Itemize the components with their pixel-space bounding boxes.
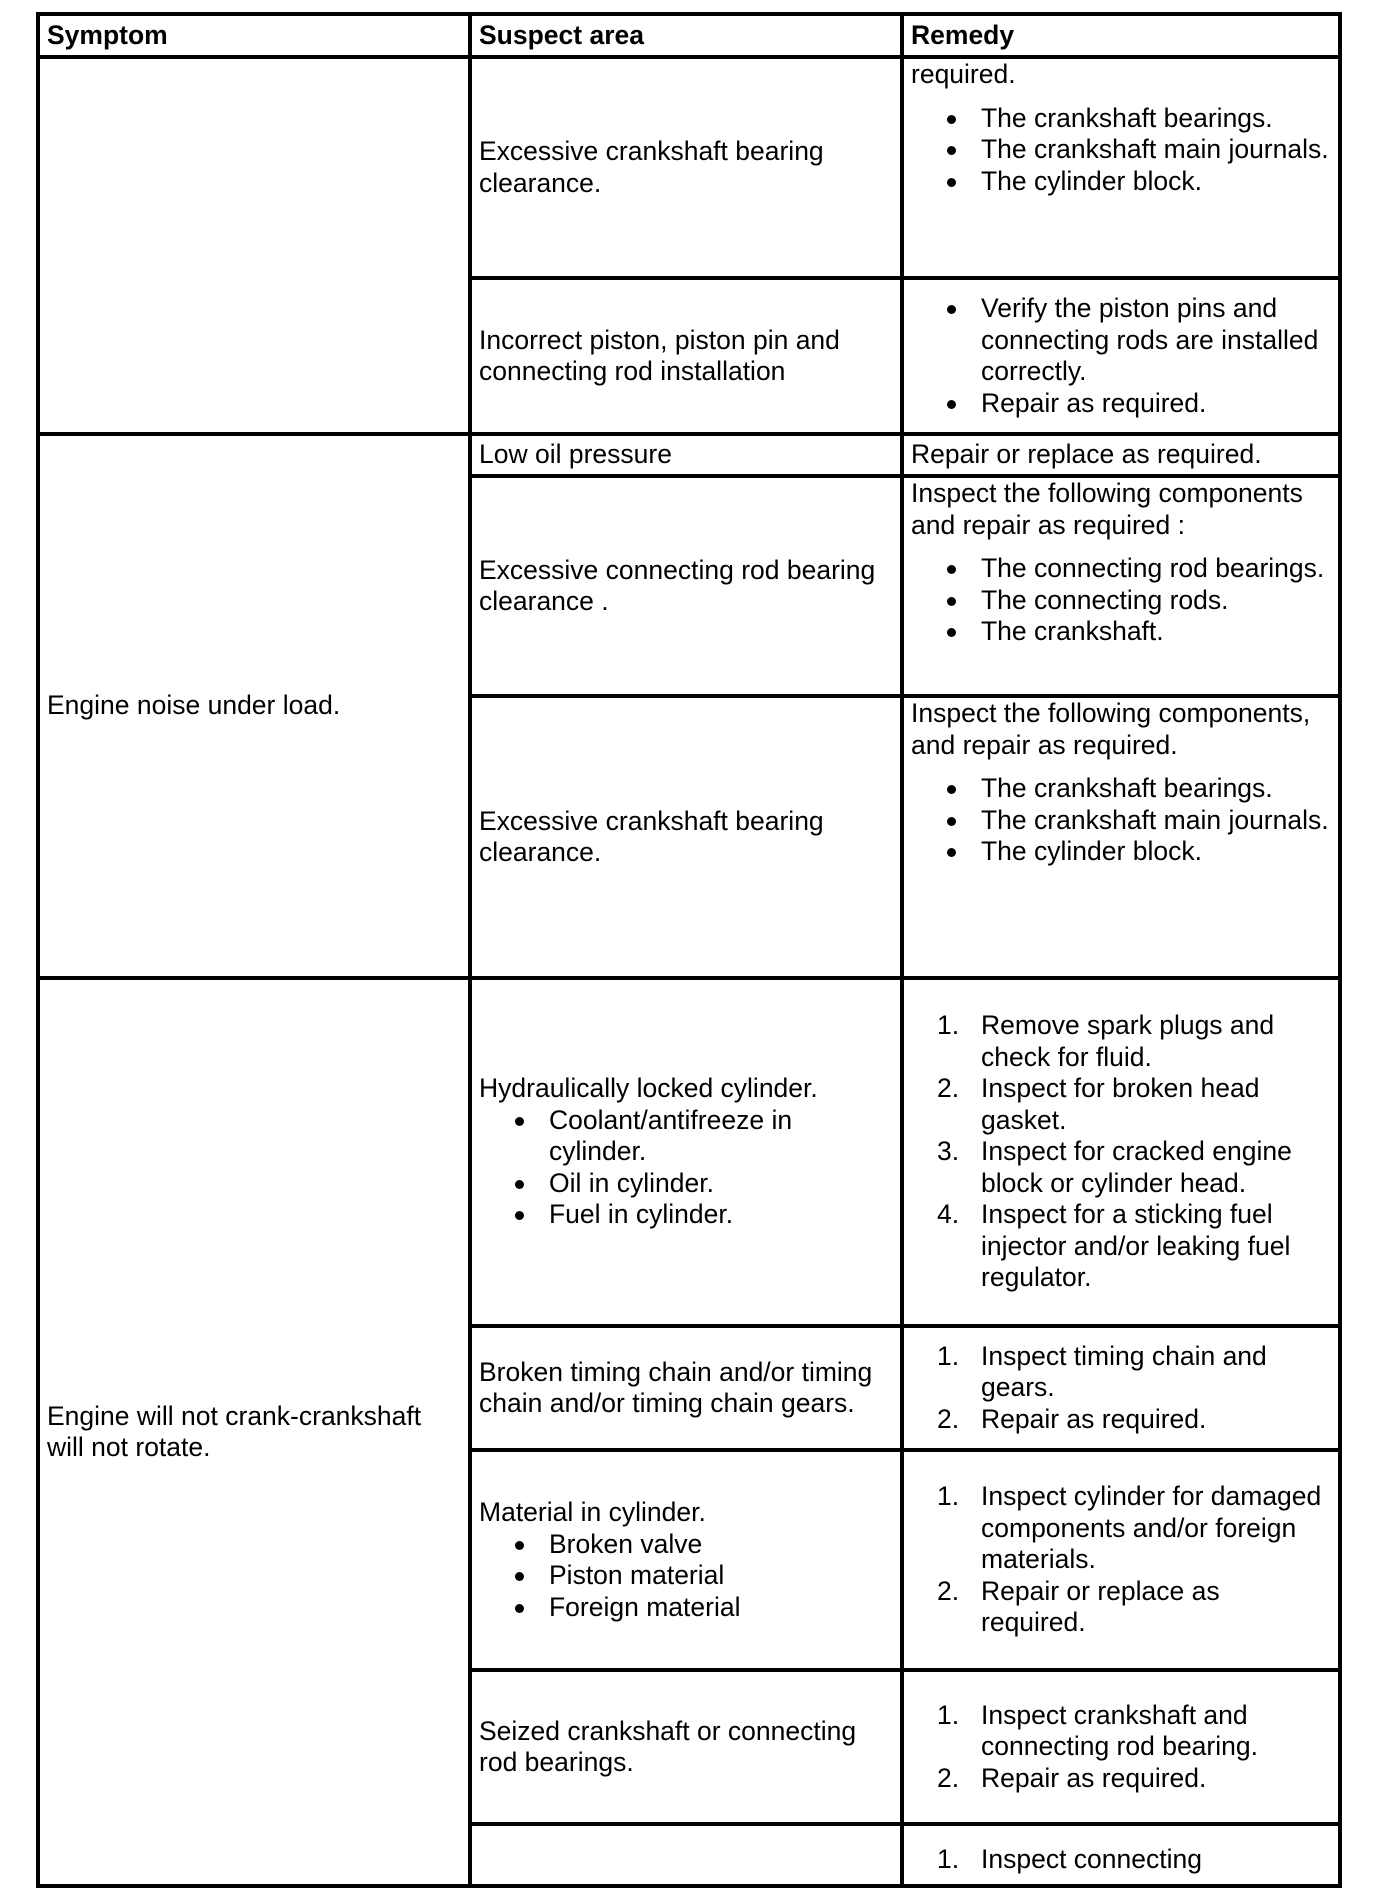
step-number: 3. (937, 1136, 960, 1167)
suspect-cell (470, 1824, 902, 1886)
list-item (911, 1341, 1331, 1404)
header-row (38, 14, 1340, 57)
header-suspect-area: Suspect area (470, 14, 902, 57)
table-row (38, 978, 1340, 1326)
suspect-cell (470, 978, 902, 1326)
step-number: 1. (937, 1481, 960, 1512)
suspect-cell: Seized crankshaft or connecting rod bearings. (470, 1670, 902, 1824)
step-number: 2. (937, 1403, 960, 1434)
remedy-cell (902, 476, 1340, 696)
remedy-cell (902, 1450, 1340, 1670)
list-item: The cylinder block. (911, 166, 1331, 198)
step-text: Repair as required. (981, 1762, 1207, 1793)
list-item: Foreign material (479, 1592, 893, 1624)
suspect-cell (470, 1450, 902, 1670)
step-text: Inspect for cracked engine block or cylinder head. (981, 1136, 1292, 1198)
table-row (38, 434, 1340, 476)
remedy-bullet-list (911, 293, 1331, 419)
list-item: The cylinder block. (911, 836, 1331, 868)
list-item: Verify the piston pins and connecting rods are installed correctly. (911, 293, 1331, 388)
list-item: Fuel in cylinder. (479, 1199, 893, 1231)
step-text: Inspect crankshaft and connecting rod bearing. (981, 1699, 1258, 1762)
list-item (911, 1404, 1331, 1436)
symptom-cell: Engine noise under load. (38, 434, 470, 978)
list-item: The crankshaft. (911, 616, 1331, 648)
remedy-cell (902, 696, 1340, 978)
remedy-numbered-list (911, 1341, 1331, 1436)
step-number: 2. (937, 1762, 960, 1793)
table-header (38, 14, 1340, 57)
header-remedy: Remedy (902, 14, 1340, 57)
list-item (911, 1073, 1331, 1136)
step-text: Inspect for broken head gasket. (981, 1073, 1260, 1135)
step-text: Inspect timing chain and gears. (981, 1340, 1267, 1403)
step-text: Inspect cylinder for damaged components and/or foreign materials. (981, 1481, 1322, 1575)
remedy-cell (902, 57, 1340, 278)
step-text: Repair as required. (981, 1403, 1207, 1434)
table-body (38, 57, 1340, 1886)
remedy-intro: Inspect the following components and repair as required : (911, 478, 1303, 540)
step-number: 1. (937, 1010, 960, 1041)
list-item: Broken valve (479, 1529, 893, 1561)
remedy-bullet-list (911, 103, 1331, 198)
symptom-cell-empty (38, 57, 470, 434)
symptom-cell: Engine will not crank-crankshaft will not rotate. (38, 978, 470, 1886)
list-item (911, 1844, 1331, 1876)
table-row (38, 57, 1340, 278)
list-item: The crankshaft main journals. (911, 805, 1331, 837)
suspect-cell: Excessive crankshaft bearing clearance. (470, 57, 902, 278)
list-item (911, 1763, 1331, 1795)
list-item: The crankshaft main journals. (911, 134, 1331, 166)
remedy-bullet-list (911, 773, 1331, 868)
step-number: 4. (937, 1199, 960, 1230)
remedy-cell (902, 1670, 1340, 1824)
step-text: Repair or replace as required. (981, 1575, 1220, 1638)
remedy-numbered-list (911, 1700, 1331, 1795)
step-number: 2. (937, 1575, 960, 1606)
list-item: Piston material (479, 1560, 893, 1592)
step-number: 1. (937, 1844, 960, 1874)
list-item (911, 1010, 1331, 1073)
list-item: The crankshaft bearings. (911, 103, 1331, 135)
suspect-cell: Incorrect piston, piston pin and connecting rod installation (470, 278, 902, 434)
list-item: Repair as required. (911, 388, 1331, 420)
suspect-cell: Low oil pressure (470, 434, 902, 476)
remedy-cell (902, 978, 1340, 1326)
suspect-cell: Excessive crankshaft bearing clearance. (470, 696, 902, 978)
step-number: 2. (937, 1073, 960, 1104)
remedy-cell (902, 1824, 1340, 1886)
suspect-cell: Excessive connecting rod bearing clearance . (470, 476, 902, 696)
remedy-cell: Repair or replace as required. (902, 434, 1340, 476)
header-symptom: Symptom (38, 14, 470, 57)
step-number: 1. (937, 1340, 960, 1371)
remedy-cell (902, 1326, 1340, 1450)
list-item (911, 1199, 1331, 1294)
list-item (911, 1700, 1331, 1763)
remedy-numbered-list (911, 1010, 1331, 1294)
list-item: The crankshaft bearings. (911, 773, 1331, 805)
diagnostic-table (36, 12, 1342, 1888)
step-text: Inspect connecting (981, 1844, 1202, 1874)
remedy-cell (902, 278, 1340, 434)
list-item: Coolant/antifreeze in cylinder. (479, 1105, 893, 1168)
remedy-numbered-list (911, 1844, 1331, 1876)
remedy-bullet-list (911, 553, 1331, 648)
suspect-text: Hydraulically locked cylinder. (479, 1073, 818, 1104)
list-item: The connecting rod bearings. (911, 553, 1331, 585)
list-item: Oil in cylinder. (479, 1168, 893, 1200)
suspect-cell: Broken timing chain and/or timing chain and/or timing chain gears. (470, 1326, 902, 1450)
step-number: 1. (937, 1699, 960, 1730)
suspect-bullet-list (479, 1529, 893, 1624)
remedy-intro: required. (911, 59, 1016, 89)
list-item (911, 1136, 1331, 1199)
list-item: The connecting rods. (911, 585, 1331, 617)
step-text: Inspect for a sticking fuel injector and/or leaking fuel regulator. (981, 1199, 1291, 1293)
list-item (911, 1576, 1331, 1639)
list-item (911, 1481, 1331, 1576)
suspect-text: Material in cylinder. (479, 1497, 706, 1527)
suspect-bullet-list (479, 1105, 893, 1231)
remedy-numbered-list (911, 1481, 1331, 1639)
remedy-intro: Inspect the following components, and repair as required. (911, 698, 1311, 760)
step-text: Remove spark plugs and check for fluid. (981, 1010, 1275, 1072)
